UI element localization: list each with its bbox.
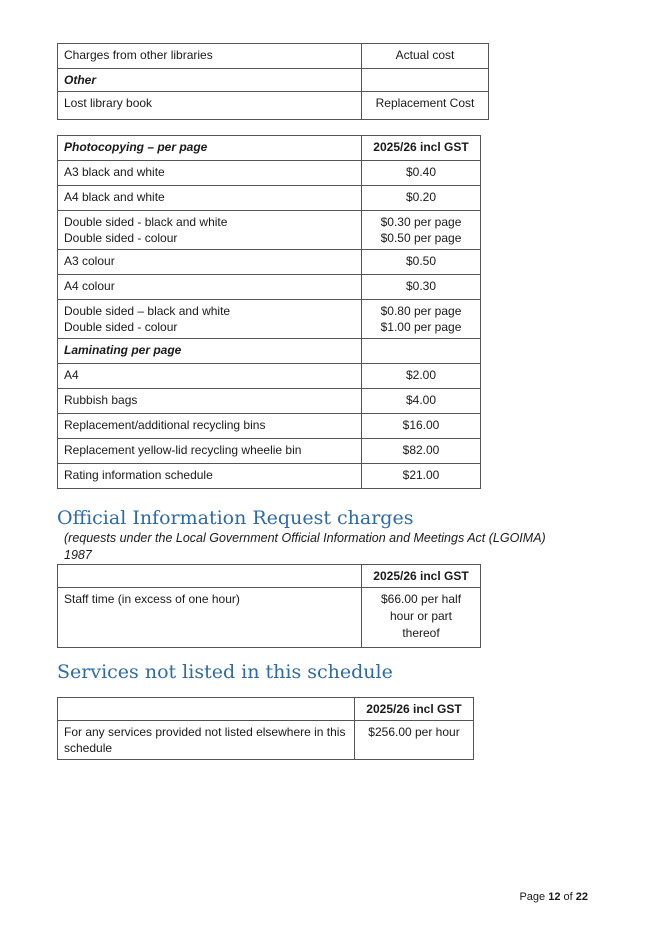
services-heading: Services not listed in this schedule — [57, 661, 393, 683]
row-label-line: Double sided - colour — [64, 320, 178, 334]
row-value-line: $0.50 per page — [380, 231, 462, 245]
table-row — [58, 250, 481, 275]
row-label: A3 colour — [58, 250, 362, 275]
header-label — [58, 698, 355, 721]
table-row — [58, 588, 481, 648]
row-value: Replacement Cost — [362, 92, 489, 120]
table-header-row — [58, 565, 481, 588]
oir-note — [64, 530, 546, 564]
header-value: 2025/26 incl GST — [362, 136, 481, 161]
row-label: Lost library book — [58, 92, 362, 120]
oir-table — [57, 564, 481, 648]
photocopying-table — [57, 135, 481, 489]
table-row — [58, 339, 481, 364]
header-label — [58, 565, 362, 588]
table-row — [58, 721, 474, 760]
row-value: $21.00 — [362, 464, 481, 489]
row-value: $2.00 — [362, 364, 481, 389]
row-value: $16.00 — [362, 414, 481, 439]
row-value: $0.50 — [362, 250, 481, 275]
table-row — [58, 414, 481, 439]
page-number — [519, 891, 588, 903]
section-label: Other — [58, 69, 362, 92]
row-label-line: Double sided - black and white — [64, 215, 228, 229]
section-label: Laminating per page — [58, 339, 362, 364]
table-row — [58, 275, 481, 300]
page-of: of — [560, 891, 576, 903]
table-row — [58, 44, 489, 69]
row-label: A4 colour — [58, 275, 362, 300]
table-row — [58, 364, 481, 389]
table-header-row — [58, 136, 481, 161]
services-table — [57, 697, 474, 760]
row-label: Charges from other libraries — [58, 44, 362, 69]
row-value: $0.30 — [362, 275, 481, 300]
row-value: Actual cost — [362, 44, 489, 69]
row-value — [362, 588, 481, 648]
table-row — [58, 186, 481, 211]
row-value: $256.00 per hour — [355, 721, 474, 760]
oir-note-line: (requests under the Local Government Official Information and Meetings Act (LGOIMA) — [64, 531, 546, 545]
table-row — [58, 92, 489, 120]
header-value: 2025/26 incl GST — [362, 565, 481, 588]
row-value-line: $0.80 per page — [380, 304, 462, 318]
row-label-line: Double sided - colour — [64, 231, 178, 245]
row-label: Staff time (in excess of one hour) — [58, 588, 362, 648]
row-value-line: $66.00 per half — [380, 592, 462, 606]
table-row — [58, 161, 481, 186]
row-value — [362, 339, 481, 364]
library-charges-table — [57, 43, 489, 120]
row-value — [362, 69, 489, 92]
row-label-line: schedule — [64, 741, 113, 755]
page-current: 12 — [548, 891, 561, 903]
row-label: Rating information schedule — [58, 464, 362, 489]
row-value-line: thereof — [402, 626, 440, 640]
oir-heading: Official Information Request charges — [57, 507, 414, 529]
row-label — [58, 300, 362, 339]
row-label: A3 black and white — [58, 161, 362, 186]
row-value: $0.20 — [362, 186, 481, 211]
table-row — [58, 69, 489, 92]
table-row — [58, 464, 481, 489]
page-total: 22 — [575, 891, 588, 903]
row-label-line: Double sided – black and white — [64, 304, 231, 318]
row-label: Replacement/additional recycling bins — [58, 414, 362, 439]
row-label — [58, 211, 362, 250]
page-prefix: Page — [519, 891, 549, 903]
row-value: $82.00 — [362, 439, 481, 464]
row-value — [362, 300, 481, 339]
row-value: $0.40 — [362, 161, 481, 186]
row-value-line: $1.00 per page — [380, 320, 462, 334]
oir-note-line: 1987 — [64, 548, 92, 562]
row-label: A4 — [58, 364, 362, 389]
row-label-line: For any services provided not listed elsewhere in this — [64, 725, 346, 739]
header-value: 2025/26 incl GST — [355, 698, 474, 721]
row-label — [58, 721, 355, 760]
header-label: Photocopying – per page — [58, 136, 362, 161]
table-row — [58, 439, 481, 464]
row-value — [362, 211, 481, 250]
table-row — [58, 300, 481, 339]
row-label: A4 black and white — [58, 186, 362, 211]
row-value-line: $0.30 per page — [380, 215, 462, 229]
row-label: Replacement yellow-lid recycling wheelie bin — [58, 439, 362, 464]
table-row — [58, 389, 481, 414]
row-value-line: hour or part — [389, 609, 453, 623]
table-row — [58, 211, 481, 250]
row-value: $4.00 — [362, 389, 481, 414]
row-label: Rubbish bags — [58, 389, 362, 414]
table-header-row — [58, 698, 474, 721]
